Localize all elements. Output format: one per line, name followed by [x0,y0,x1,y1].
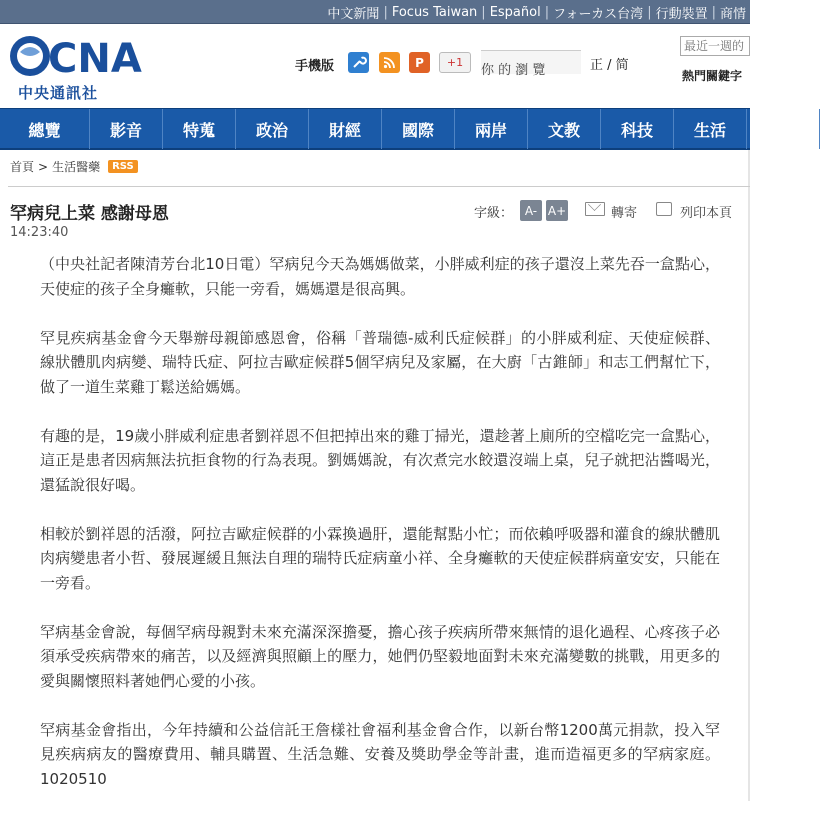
toplink-business[interactable]: 商情 [719,6,746,22]
toplink-chinese-news[interactable]: 中文新聞 [327,6,380,22]
top-links [323,0,750,24]
separator: | [481,4,486,20]
separator: | [711,4,716,20]
font-size-label: 字級： [474,206,514,221]
article-paragraph: 罕見疾病基金會今天舉辦母親節感恩會，俗稱「普瑞德-威利氏症候群」的小胖威利症、天使症候群、線狀體肌肉病變、瑞特氏症、阿拉吉歐症候群5個罕病兒及家屬，在大廚「古錐師」和志工們幫忙下，做了一道生菜雞丁鬆送給媽媽。 [40,328,720,396]
traditional-simplified-switch[interactable]: 正 / 简 [590,58,629,73]
article-paragraph: 罕病基金會說，每個罕病母親對未來充滿深深擔憂，擔心孩子疾病所帶來無情的退化過程、心疼孩子必須承受疾病帶來的痛苦，以及經濟與照顧上的壓力，她們仍堅毅地面對未來充滿變數的挑戰，用更多的愛與關懷照料著她們心愛的小孩。 [40,622,720,690]
google-plus-button[interactable]: +1 [439,52,471,73]
nav-item-finance[interactable]: 財經 [309,109,382,149]
nav-item-overview[interactable]: 總覽 [0,109,90,149]
search-input[interactable] [680,36,750,56]
font-smaller-button[interactable]: A- [520,200,542,221]
plurk-icon[interactable]: P [409,52,430,73]
main-nav [0,108,791,150]
rss-icon[interactable] [379,52,400,73]
nav-item-cross-strait[interactable]: 兩岸 [455,109,528,149]
scrollbar-edge [748,150,750,801]
nav-item-special[interactable]: 特蒐 [163,109,236,149]
printer-icon[interactable] [656,202,672,216]
article-paragraph: 罕病基金會指出，今年持續和公益信託王詹樣社會福利基金會合作，以新台幣1200萬元捐款，投入罕見疾病病友的醫療費用、輔具購置、生活急難、安養及獎助學金等計畫，進而造福更多的罕病家庭。1020510 [40,720,720,788]
article-header [8,186,750,240]
article-paragraph: 有趣的是，19歲小胖威利症患者劉祥恩不但把掉出來的雞丁掃光，還趁著上廁所的空檔吃完一盒點心，這正是患者因病無法抗拒食物的行為表現。劉媽媽說，有次煮完水餃還沒端上桌，兒子就把沾醬喝光，還猛說很好喝。 [40,426,720,494]
hot-keywords-label[interactable]: 熱門關鍵字 [682,69,743,83]
nav-item-politics[interactable]: 政治 [236,109,309,149]
separator: | [647,4,652,20]
breadcrumb-section[interactable]: 生活醫藥 [52,160,101,174]
toplink-espanol[interactable]: Español [489,4,541,20]
cna-logo-icon [8,28,142,88]
rss-badge[interactable]: RSS [108,160,138,173]
wrench-icon[interactable] [348,52,369,73]
breadcrumb-separator: > [38,159,49,174]
article-time: 14:23:40 [10,225,69,240]
nav-item-international[interactable]: 國際 [382,109,455,149]
toplink-focus-taiwan[interactable]: Focus Taiwan [391,4,478,20]
article-body [40,252,720,816]
envelope-icon[interactable] [585,202,605,216]
breadcrumb [10,158,138,175]
mobile-version-link[interactable]: 手機版 [295,59,335,74]
nav-item-lifestyle[interactable]: 生活 [674,109,747,149]
top-links-bar [0,0,750,24]
breadcrumb-home[interactable]: 首頁 [10,160,35,174]
news-ticker: 你 的 瀏 覽 [481,50,581,74]
toplink-mobile[interactable]: 行動裝置 [655,6,708,22]
font-larger-button[interactable]: A+ [546,200,568,221]
separator: | [383,4,388,20]
nav-item-tech[interactable]: 科技 [601,109,674,149]
print-link[interactable]: 列印本頁 [680,206,733,221]
forward-link[interactable]: 轉寄 [611,206,638,221]
article-paragraph: （中央社記者陳清芳台北10日電）罕病兒今天為媽媽做菜，小胖威利症的孩子還沒上菜先吞一盒點心，天使症的孩子全身癱軟，只能一旁看，媽媽還是很高興。 [40,255,720,298]
logo-wordmark: CNA [48,36,142,82]
nav-item-culture[interactable]: 文教 [528,109,601,149]
site-header [0,24,750,108]
article-paragraph: 相較於劉祥恩的活潑，阿拉吉歐症候群的小霖換過肝，還能幫點小忙；而依賴呼吸器和灌食的線狀體肌肉病變患者小哲、發展遲緩且無法自理的瑞特氏症病童小祥、全身癱軟的天使症候群病童安安，只能在一旁看。 [40,524,720,592]
nav-item-sports[interactable]: 體 [747,109,820,149]
logo-subtitle: 中央通訊社 [18,84,99,102]
article-title: 罕病兒上菜 感謝母恩 [10,204,169,224]
separator: | [544,4,550,20]
toplink-focus-taiwan-jp[interactable]: フォーカス台湾 [553,6,644,22]
nav-item-video[interactable]: 影音 [90,109,163,149]
